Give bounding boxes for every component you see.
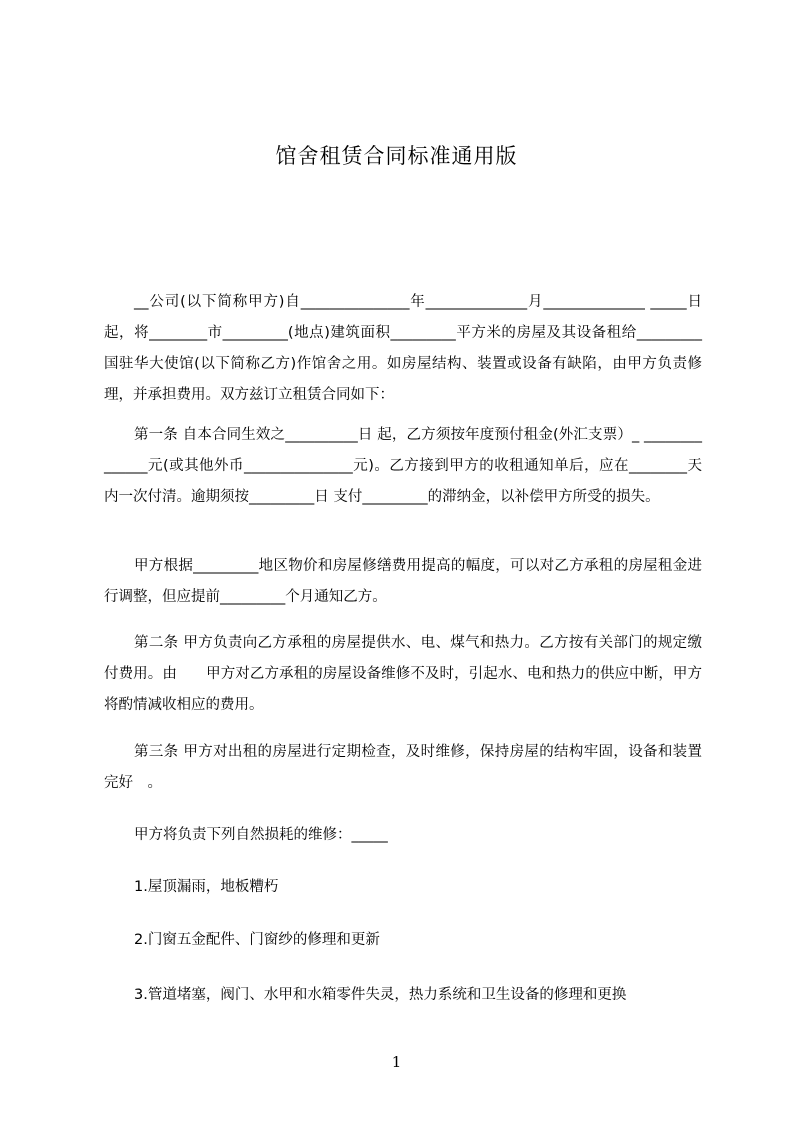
article-one-paragraph: 第一条 自本合同生效之__________日 起，乙方须按年度预付租金(外汇支票）_ ______________元(或其他外币_______________元)。乙方接到甲方的收租通知单后，应在________天内一次付清。逾期须按_________日 支付_________的滞纳金，以补偿甲方所受的损失。 [104, 427, 702, 505]
repair-list-item: 2.门窗五金配件、门窗纱的修理和更新 [134, 932, 380, 948]
preamble-paragraph: __公司(以下简称甲方)自_______________年______________月______________ _____日 起，将________市_________(地点)建筑面积_________平方米的房屋及其设备租给_________国驻华大使馆(以下简称乙方)作馆舍之用。如房屋结构、装置或设备有缺陷，由甲方负责修理，并承担费用。双方兹订立租赁合同如下： [104, 294, 702, 403]
article-three-paragraph: 第三条 甲方对出租的房屋进行定期检查，及时维修，保持房屋的结构牢固，设备和装置完好 。 [104, 744, 702, 791]
repair-list-item: 3.管道堵塞，阀门、水甲和水箱零件失灵，热力系统和卫生设备的修理和更换 [134, 987, 627, 1003]
rent-adjustment-paragraph: 甲方根据_________地区物价和房屋修缮费用提高的幅度，可以对乙方承租的房屋租金进行调整，但应提前_________个月通知乙方。 [104, 558, 702, 605]
repair-list-item: 1.屋顶漏雨，地板糟朽 [134, 879, 279, 895]
repair-intro-line: 甲方将负责下列自然损耗的维修：_____ [134, 827, 388, 843]
article-two-paragraph: 第二条 甲方负责向乙方承租的房屋提供水、电、煤气和热力。乙方按有关部门的规定缴付费用。由 甲方对乙方承租的房屋设备维修不及时，引起水、电和热力的供应中断，甲方将酌情减收相应的费用。 [104, 635, 702, 713]
document-title: 馆舍租赁合同标准通用版 [275, 144, 518, 168]
page-number: 1 [391, 1053, 402, 1071]
